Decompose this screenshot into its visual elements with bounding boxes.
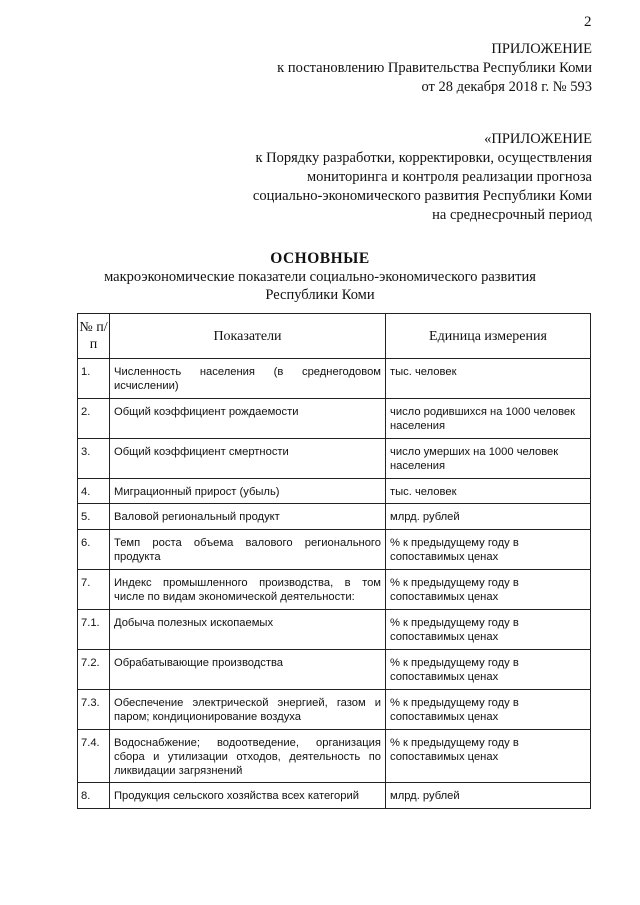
title-line: макроэкономические показатели социально-экономического развития: [104, 269, 536, 285]
table-row: [78, 479, 591, 504]
table-cell-num: 7.4.: [78, 730, 110, 783]
header-unit: Единица измерения: [386, 314, 591, 359]
table-cell-num: 5.: [78, 504, 110, 530]
table-cell-num: 7.2.: [78, 650, 110, 690]
table-cell-unit: тыс. человек: [386, 479, 591, 504]
table-cell-indicator: Добыча полезных ископаемых: [110, 610, 386, 650]
table-cell-num: 8.: [78, 783, 110, 809]
table-cell-indicator: Обеспечение электрической энергией, газом и паром; кондиционирование воздуха: [110, 690, 386, 730]
table-row: [78, 783, 591, 809]
appendix-order-line: к Порядку разработки, корректировки, осуществления: [255, 150, 592, 166]
appendix-header: [277, 40, 592, 97]
appendix-line: от 28 декабря 2018 г. № 593: [421, 79, 592, 95]
table-header-row: [78, 314, 591, 359]
title-line: Республики Коми: [265, 287, 375, 303]
table-cell-num: 6.: [78, 530, 110, 570]
table-cell-num: 2.: [78, 399, 110, 439]
table-row: [78, 610, 591, 650]
table-cell-num: 7.1.: [78, 610, 110, 650]
appendix-heading: ПРИЛОЖЕНИЕ: [491, 41, 592, 57]
table-cell-num: 7.3.: [78, 690, 110, 730]
indicators-table: [77, 313, 591, 809]
table-cell-unit: число умерших на 1000 человек населения: [386, 439, 591, 479]
table-cell-indicator: Общий коэффициент смертности: [110, 439, 386, 479]
table-row: [78, 650, 591, 690]
document-title: [0, 250, 640, 304]
table-cell-num: 1.: [78, 359, 110, 399]
table-cell-unit: % к предыдущему году в сопоставимых ценах: [386, 650, 591, 690]
title-main: ОСНОВНЫЕ: [270, 250, 370, 267]
table-cell-unit: % к предыдущему году в сопоставимых ценах: [386, 610, 591, 650]
table-row: [78, 439, 591, 479]
table-cell-indicator: Обрабатывающие производства: [110, 650, 386, 690]
table-row: [78, 730, 591, 783]
appendix-order-line: мониторинга и контроля реализации прогноза: [306, 169, 592, 185]
table-cell-unit: % к предыдущему году в сопоставимых ценах: [386, 730, 591, 783]
table-cell-unit: % к предыдущему году в сопоставимых ценах: [386, 530, 591, 570]
appendix-order-line: на среднесрочный период: [432, 207, 592, 223]
table-cell-indicator: Водоснабжение; водоотведение, организация сбора и утилизации отходов, деятельность по ликвидации загрязнений: [110, 730, 386, 783]
table-row: [78, 504, 591, 530]
table-cell-unit: млрд. рублей: [386, 504, 591, 530]
table-row: [78, 570, 591, 610]
table-cell-indicator: Темп роста объема валового регионального продукта: [110, 530, 386, 570]
table-row: [78, 359, 591, 399]
table-cell-unit: % к предыдущему году в сопоставимых ценах: [386, 690, 591, 730]
appendix-order-heading: «ПРИЛОЖЕНИЕ: [484, 131, 592, 147]
table-cell-indicator: Численность населения (в среднегодовом исчислении): [110, 359, 386, 399]
table-cell-indicator: Валовой региональный продукт: [110, 504, 386, 530]
table-row: [78, 530, 591, 570]
table-cell-unit: тыс. человек: [386, 359, 591, 399]
page-number: 2: [584, 14, 592, 30]
table-row: [78, 399, 591, 439]
table-cell-unit: млрд. рублей: [386, 783, 591, 809]
table-cell-indicator: Общий коэффициент рождаемости: [110, 399, 386, 439]
table-cell-indicator: Миграционный прирост (убыль): [110, 479, 386, 504]
table-body: [78, 359, 591, 809]
table-cell-unit: % к предыдущему году в сопоставимых ценах: [386, 570, 591, 610]
table-cell-indicator: Продукция сельского хозяйства всех категорий: [110, 783, 386, 809]
appendix-order-line: социально-экономического развития Республики Коми: [252, 188, 592, 204]
appendix-order-header: [253, 130, 592, 225]
table-cell-num: 4.: [78, 479, 110, 504]
table-cell-num: 3.: [78, 439, 110, 479]
table-cell-num: 7.: [78, 570, 110, 610]
table-cell-indicator: Индекс промышленного производства, в том числе по видам экономической деятельности:: [110, 570, 386, 610]
table-cell-unit: число родившихся на 1000 человек населения: [386, 399, 591, 439]
header-indicator: Показатели: [110, 314, 386, 359]
header-num: № п/п: [78, 314, 110, 359]
appendix-line: к постановлению Правительства Республики Коми: [277, 60, 592, 76]
table-row: [78, 690, 591, 730]
